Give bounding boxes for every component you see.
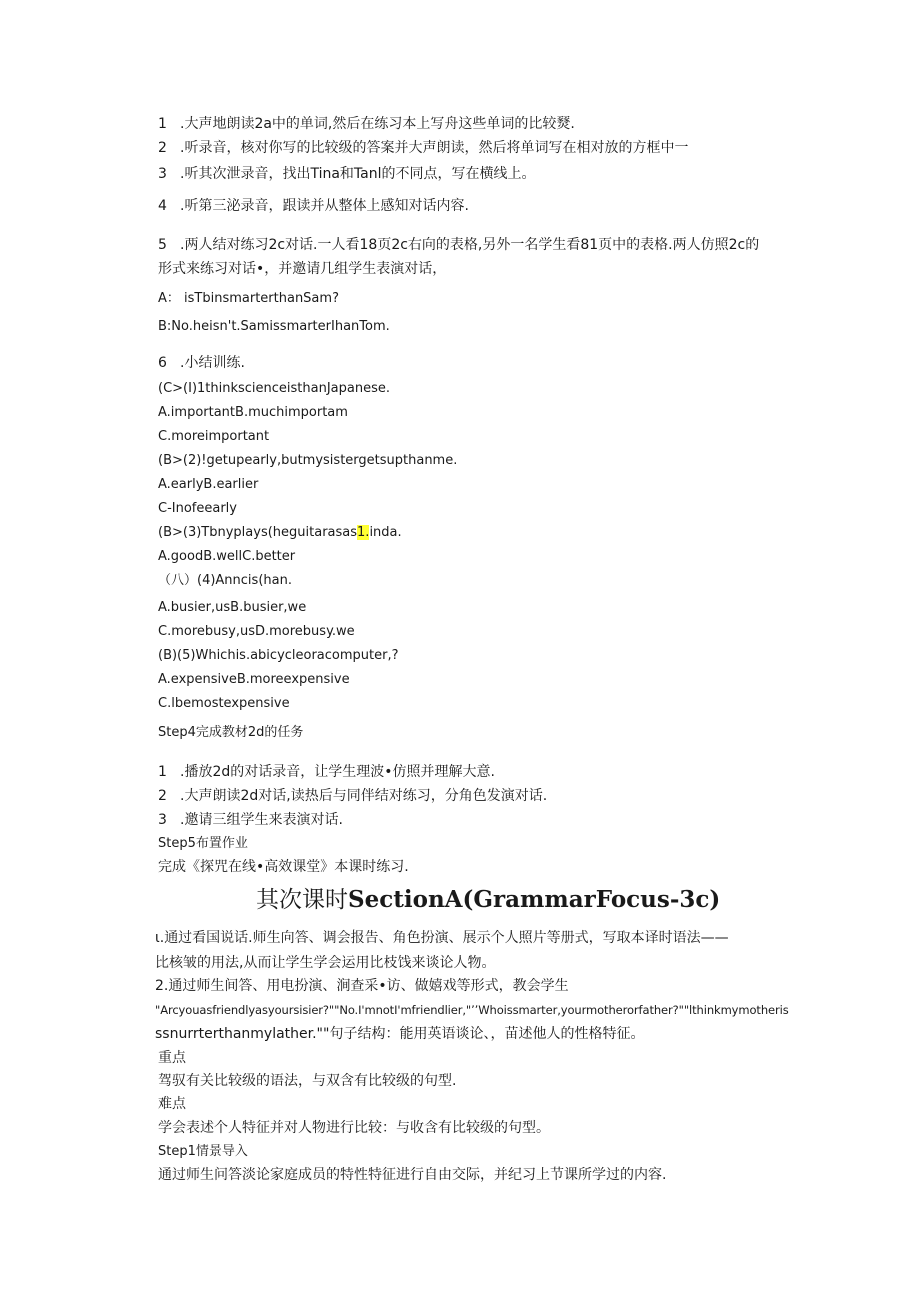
quiz-question-3-end: inda. bbox=[369, 525, 402, 540]
objective-2-line-3: ssnurrterthanmylather.""句子结构：能用英语谈论、，苗述他人的性格特征。 bbox=[155, 1026, 645, 1042]
dialogue-b: B:No.heisn't.SamissmarterIhanTom. bbox=[158, 319, 390, 334]
objective-2-line-2: "Arcyouasfriendlyasyoursisier?""No.I'mnotI'mfriendlier,"ʼʼWhoissmarter,yourmotherorfather?""lthinkmymotheris bbox=[155, 1003, 789, 1017]
objective-1-line-2: 比核皱的用法,从而让学生学会运用比枝饯来谈论人物。 bbox=[155, 955, 496, 971]
quiz-options-5a: A.expensiveB.moreexpensive bbox=[158, 672, 350, 687]
step-text: .播放2d的对话录音，让学生理波•仿照并理解大意. bbox=[180, 764, 495, 780]
difficulty-text: 学会表述个人特征并对人物进行比较：与收含有比较级的句型。 bbox=[158, 1120, 550, 1136]
objective-1-line-1: ι.通过看国说话.师生向答、调会报告、角色扮演、展示个人照片等册式，写取本译时语法—— bbox=[155, 930, 729, 946]
section-title bbox=[256, 884, 720, 916]
step-text: .小结训练. bbox=[180, 355, 245, 371]
step-number: 3 bbox=[158, 812, 167, 828]
quiz-options-1a: A.importantB.muchimportam bbox=[158, 405, 348, 420]
quiz-options-5b: C.lbemostexpensive bbox=[158, 696, 290, 711]
step-number: 4 bbox=[158, 198, 167, 214]
step-text: .两人结对练习2c对话.一人看18页2c右向的表格,另外一名学生看81页中的表格.两人仿照2c的 bbox=[180, 237, 760, 253]
quiz-question-2: (B>(2)!getupearly,butmysistergetsupthanme. bbox=[158, 453, 458, 468]
step-text: .大声地朗读2a中的单词,然后在练习本上写舟这些单词的比较燹. bbox=[180, 116, 575, 132]
step-line-5 bbox=[158, 236, 759, 254]
step-number: 2 bbox=[158, 140, 167, 156]
quiz-options-2a: A.earlyB.earlier bbox=[158, 477, 259, 492]
dialogue-a: A： isTbinsmarterthanSam? bbox=[158, 291, 339, 306]
quiz-question-5: (B)(5)Whichis.abicycleoracomputer,? bbox=[158, 648, 399, 663]
step-text: .邀请三组学生来表演对话. bbox=[180, 812, 343, 828]
highlighted-text: 1. bbox=[357, 525, 370, 540]
step-number: 3 bbox=[158, 166, 167, 182]
section-title-en: SectionA(GrammarFocus-3c) bbox=[348, 886, 721, 913]
quiz-options-3: A.goodB.wellC.better bbox=[158, 549, 296, 564]
quiz-options-1b: C.moreimportant bbox=[158, 429, 270, 444]
objective-2-line-1: 2.通过师生间答、用电扮演、涧查采•访、做嬉戏等形式，教会学生 bbox=[155, 978, 569, 994]
step-number: 2 bbox=[158, 788, 167, 804]
quiz-question-4: （八）(4)Anncis(han. bbox=[158, 573, 292, 588]
step1-heading: Step1情景导入 bbox=[158, 1144, 248, 1159]
step-text: .大声朗读2d对话,读热后与同伴结对练习，分角色发演对话. bbox=[180, 788, 548, 804]
step-line-4 bbox=[158, 197, 469, 215]
step-line-2 bbox=[158, 139, 688, 157]
sub-step-1 bbox=[158, 763, 495, 781]
step-number: 5 bbox=[158, 237, 167, 253]
step-number: 6 bbox=[158, 355, 167, 371]
step-line-6 bbox=[158, 354, 245, 372]
quiz-question-1: (C>(I)1thinkscienceisthanJapanese. bbox=[158, 381, 391, 396]
sub-step-3 bbox=[158, 811, 343, 829]
key-point-text: 驾驭有关比较级的语法，与双含有比较级的句型. bbox=[158, 1073, 457, 1089]
section-title-cn: 其次课时 bbox=[256, 887, 348, 913]
step-number: 1 bbox=[158, 116, 167, 132]
step4-heading: Step4完成教材2d的任务 bbox=[158, 725, 304, 740]
quiz-options-4a: A.busier,usB.busier,we bbox=[158, 600, 307, 615]
quiz-question-3-start: (B>(3)Tbnyplays(heguitarasas bbox=[158, 525, 358, 540]
quiz-question-3 bbox=[158, 524, 402, 542]
quiz-options-4b: C.morebusy,usD.morebusy.we bbox=[158, 624, 355, 639]
step-line-5-cont: 形式来练习对话•，并邀请几组学生表演对话， bbox=[158, 261, 447, 277]
difficulty-label: 难点 bbox=[158, 1096, 186, 1112]
step1-text: 通过师生问答淡论家庭成员的特性特征进行自由交际，并纪习上节课所学过的内容. bbox=[158, 1167, 667, 1183]
homework-text: 完成《探咒在线•高效课堂》本课时练习. bbox=[158, 859, 409, 875]
step-line-3 bbox=[158, 165, 536, 183]
step-line-1 bbox=[158, 115, 575, 133]
step5-heading: Step5布置作业 bbox=[158, 836, 248, 851]
sub-step-2 bbox=[158, 787, 547, 805]
step-text: .听录音，核对你写的比较级的答案并大声朗读，然后将单词写在相对放的方框中一 bbox=[180, 140, 689, 156]
key-point-label: 重点 bbox=[158, 1050, 186, 1066]
step-text: .听第三泌录音，跟读并从整体上感知对话内容. bbox=[180, 198, 469, 214]
step-number: 1 bbox=[158, 764, 167, 780]
quiz-options-2b: C-Inofeearly bbox=[158, 501, 237, 516]
step-text: .听其次泄录音，找出Tina和Tanl的不同点，写在横线上。 bbox=[180, 166, 536, 182]
